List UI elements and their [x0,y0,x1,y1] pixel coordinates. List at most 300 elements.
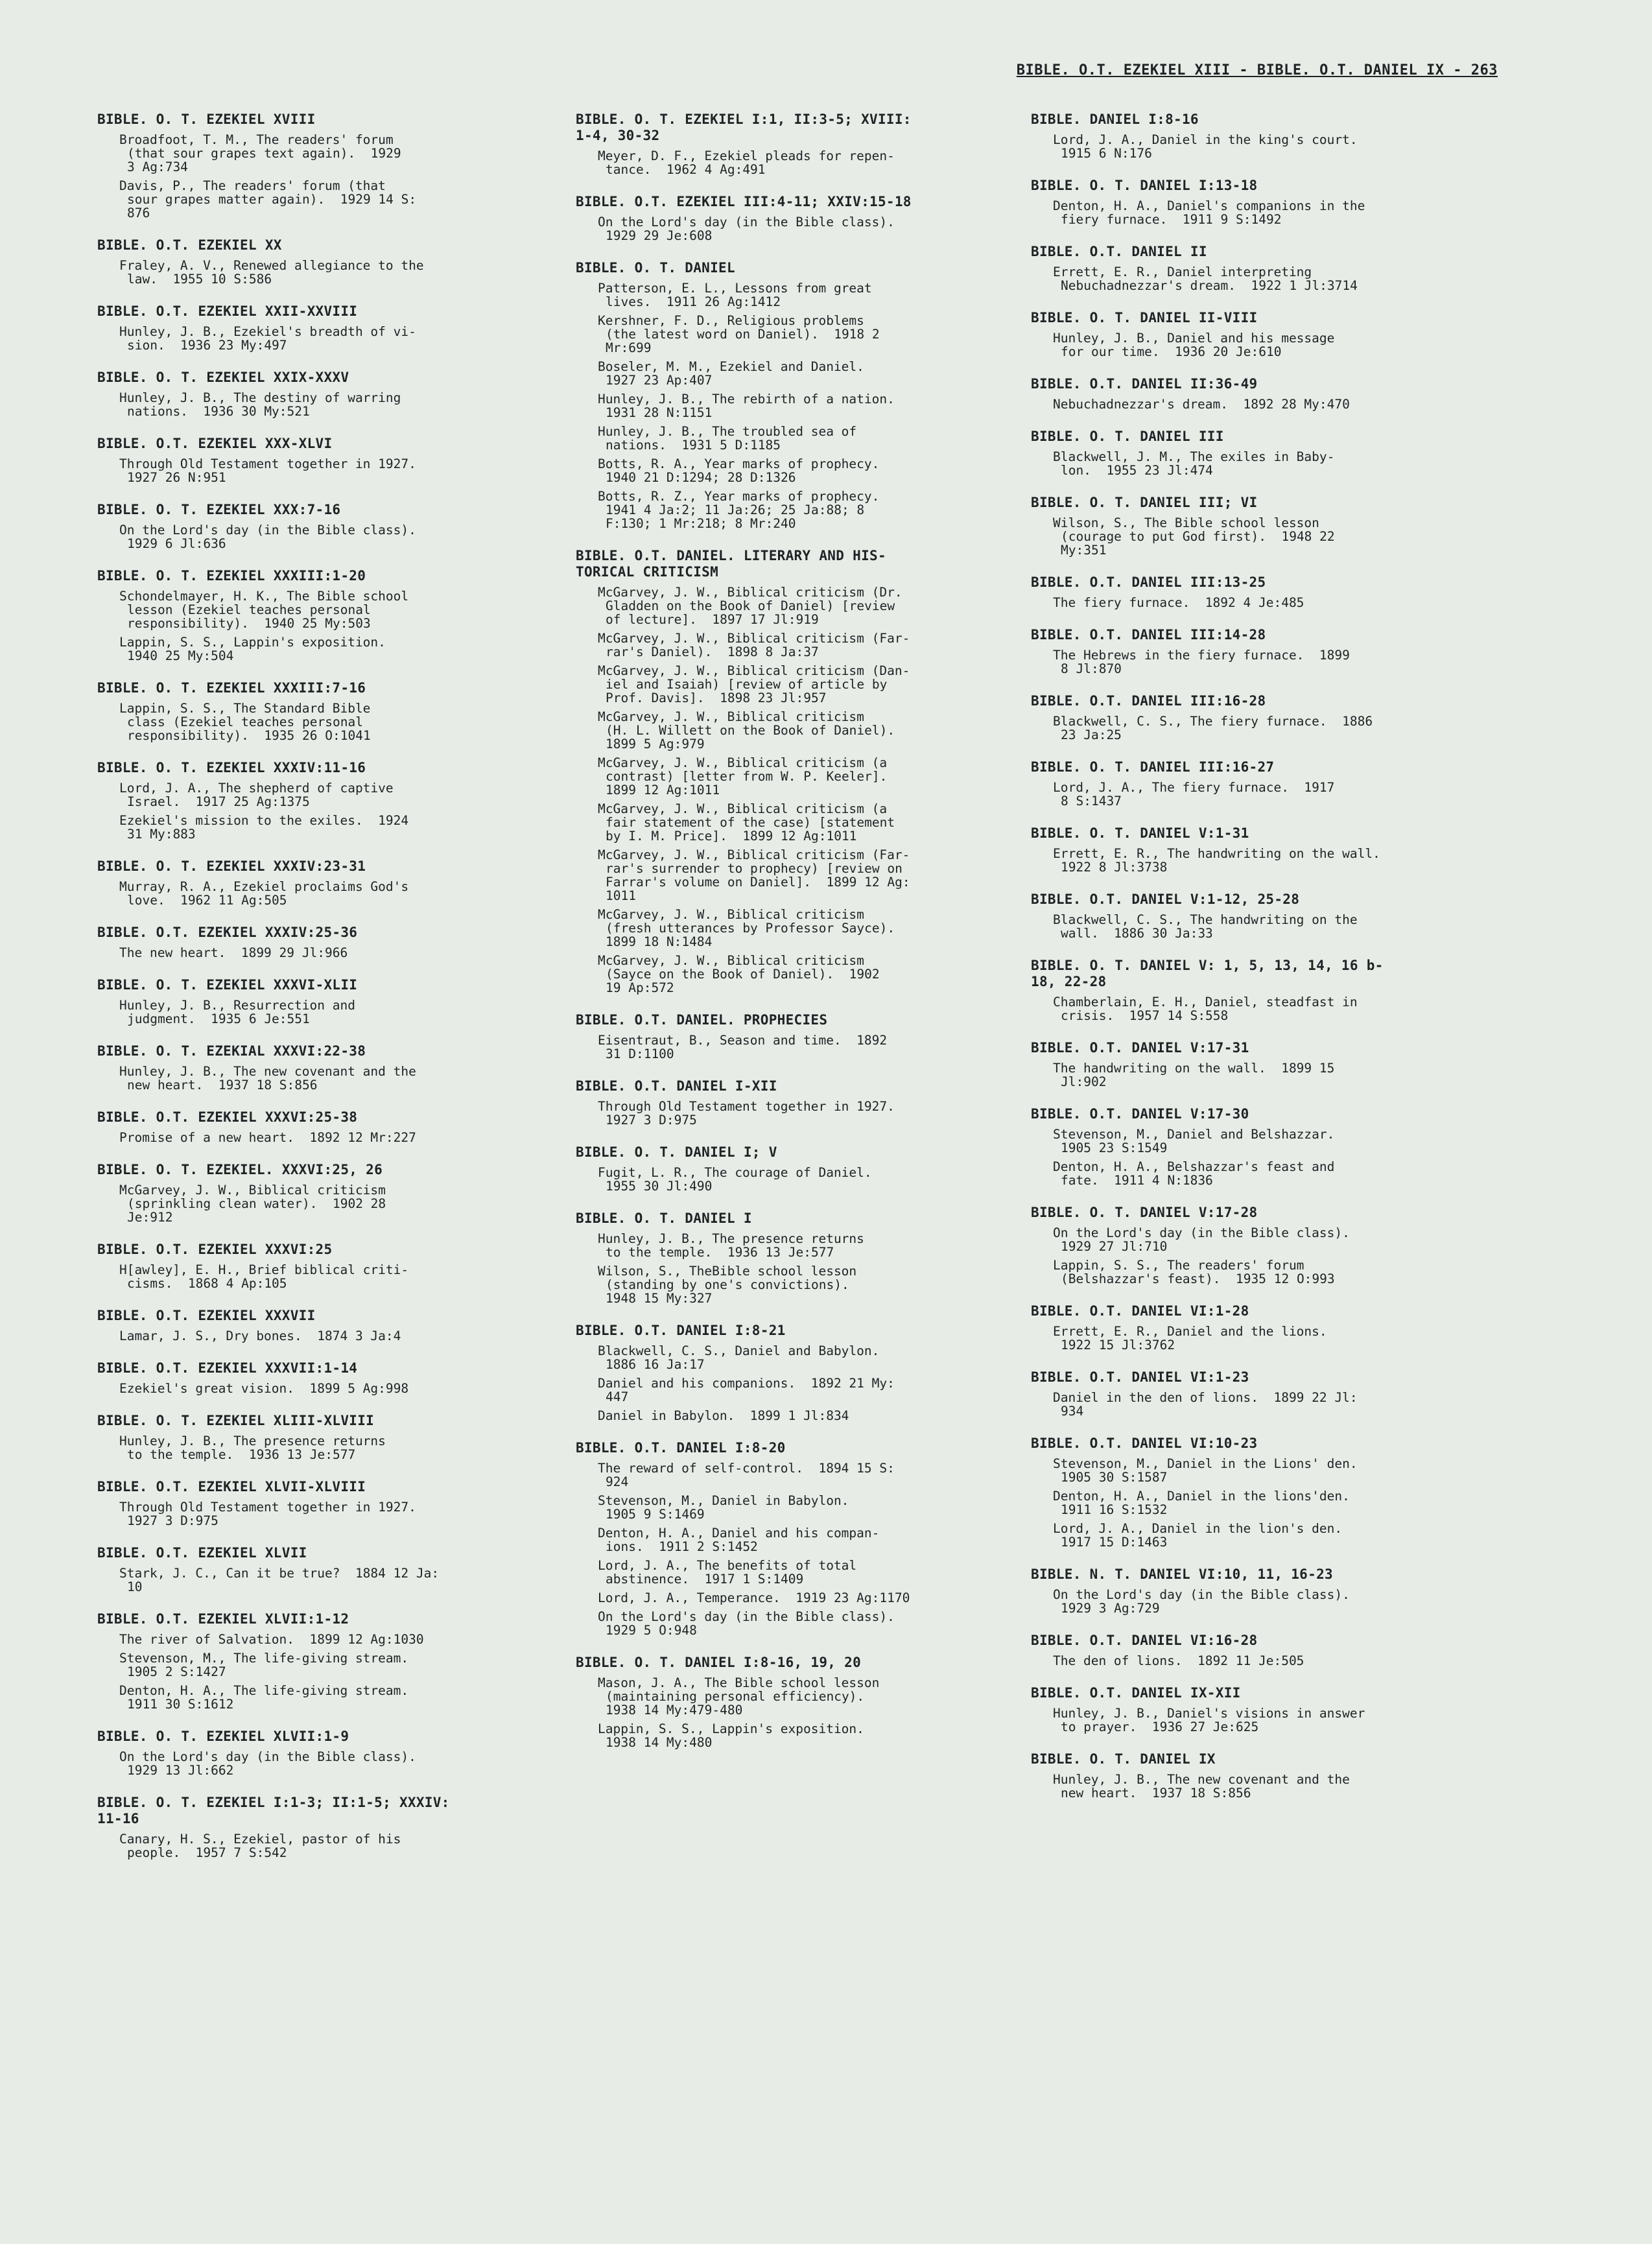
entry-line: fate. 1911 4 N:1836 [1061,1173,1213,1188]
entry-line: 1929 5 O:948 [606,1623,697,1638]
entry-line: 934 [1061,1404,1084,1419]
index-entry [1031,913,1452,940]
entry-line: Lord, J. A., Temperance. 1919 23 Ag:1170 [598,1590,910,1605]
index-heading: BIBLE. O.T. DANIEL. PROPHECIES [576,1012,828,1028]
entry-line: 19 Ap:572 [606,980,674,995]
index-entry [1031,648,1452,676]
entry-line: Canary, H. S., Ezekiel, pastor of his [119,1832,401,1847]
index-heading: BIBLE. O.T. DANIEL VI:10-23 [1031,1435,1258,1451]
index-entry [576,1033,971,1061]
entry-line: 1905 9 S:1469 [606,1507,705,1522]
entry-line: The river of Salvation. 1899 12 Ag:1030 [119,1632,424,1647]
index-entry [1031,1226,1452,1253]
entry-line: Stevenson, M., Daniel and Belshazzar. [1053,1127,1335,1142]
entry-line: rar's Daniel). 1898 8 Ja:37 [606,644,819,659]
entry-line: McGarvey, J. W., Biblical criticism (Far- [598,631,910,646]
entry-line: Lord, J. A., Daniel in the king's court. [1053,132,1358,147]
entry-line: 1938 14 My:480 [606,1735,713,1750]
entry-line: 1927 3 D:975 [606,1113,697,1128]
index-entry [97,1566,519,1594]
entry-line: Schondelmayer, H. K., The Bible school [119,589,409,604]
index-entry [1031,133,1452,160]
index-heading: BIBLE. O. T. DANIEL III:16-27 [1031,759,1275,775]
entry-line: 447 [606,1389,629,1404]
entry-line: Boseler, M. M., Ezekiel and Daniel. [598,359,864,374]
entry-line: new heart. 1937 18 S:856 [1061,1786,1251,1801]
entry-line: Errett, E. R., Daniel interpreting [1053,265,1312,279]
entry-line: Wilson, S., TheBible school lesson [598,1264,857,1279]
entry-line: (standing by one's convictions). [606,1277,849,1292]
running-head: BIBLE. O.T. EZEKIEL XIII - BIBLE. O.T. DANIEL IX - 263 [1016,62,1498,78]
index-heading: BIBLE. O.T. DANIEL III:13-25 [1031,574,1266,590]
index-entry [1031,1325,1452,1352]
index-entry [576,908,971,949]
entry-line: Ezekiel's mission to the exiles. 1924 [119,813,409,828]
entry-line: by I. M. Price]. 1899 12 Ag:1011 [606,829,857,844]
index-entry [97,1633,519,1646]
entry-line: (Belshazzar's feast). 1935 12 O:993 [1061,1271,1335,1286]
index-entry [97,880,519,907]
entry-line: Prof. Davis]. 1898 23 Jl:957 [606,691,827,705]
index-heading: BIBLE. O. T. DANIEL III; VI [1031,495,1258,510]
entry-line: 1927 23 Ap:407 [606,373,713,388]
index-entry [1031,1160,1452,1187]
column-1 [97,112,519,1860]
entry-line: Fraley, A. V., Renewed allegiance to the [119,258,424,273]
entry-line: Stevenson, M., Daniel in the Lions' den. [1053,1456,1358,1471]
index-heading: BIBLE. O.T. DANIEL I:8-21 [576,1323,786,1338]
entry-line: Hunley, J. B., The troubled sea of [598,424,857,439]
entry-line: Lappin, S. S., Lappin's exposition. [119,635,386,650]
entry-line: 1922 15 Jl:3762 [1061,1338,1175,1352]
index-entry [1031,715,1452,742]
entry-line: (Sayce on the Book of Daniel). 1902 [606,967,880,982]
entry-line: lon. 1955 23 Jl:474 [1061,463,1213,478]
entry-line: Hunley, J. B., The new covenant and the [1053,1772,1350,1787]
entry-line: Stevenson, M., Daniel in Babylon. [598,1493,849,1508]
index-entry [576,756,971,797]
index-heading: BIBLE. O. T. DANIEL I:13-18 [1031,178,1258,193]
index-heading: BIBLE. O.T. EZEKIEL XX [97,237,282,253]
entry-line: wall. 1886 30 Ja:33 [1061,926,1213,941]
entry-line: Stark, J. C., Can it be true? 1884 12 Ja: [119,1566,440,1581]
entry-line: The new heart. 1899 29 Jl:966 [119,945,348,960]
entry-line: On the Lord's day (in the Bible class). [119,523,416,537]
entry-line: (H. L. Willett on the Book of Daniel). [606,723,895,738]
index-heading: BIBLE. O. T. EZEKIEL XVIII [97,112,316,127]
entry-line: The Hebrews in the fiery furnace. 1899 [1053,648,1350,663]
index-entry [1031,1489,1452,1517]
entry-line: My:351 [1061,543,1107,558]
index-entry [97,781,519,809]
index-heading: BIBLE. O.T. EZEKIEL XXXVII [97,1308,316,1323]
index-entry [576,585,971,626]
index-heading: BIBLE. O.T. DANIEL IX-XII [1031,1685,1241,1701]
entry-line: Denton, H. A., Daniel in the lions'den. [1053,1489,1350,1504]
index-entry [97,1131,519,1144]
index-entry [576,360,971,387]
index-entry [576,1264,971,1305]
entry-line: 1886 16 Ja:17 [606,1357,705,1372]
index-entry [1031,199,1452,226]
index-entry [576,848,971,903]
index-entry [97,946,519,960]
entry-line: nations. 1931 5 D:1185 [606,438,781,453]
entry-line: 1941 4 Ja:2; 11 Ja:26; 25 Ja:88; 8 [606,502,865,517]
index-entry [97,457,519,484]
entry-line: to the temple. 1936 13 Je:577 [127,1447,356,1462]
index-entry [576,1526,971,1553]
index-heading: BIBLE. O.T. EZEKIEL XXX-XLVI [97,436,333,451]
index-entry [1031,1128,1452,1155]
entry-line: cisms. 1868 4 Ap:105 [127,1276,287,1291]
index-entry [576,1676,971,1717]
entry-line: Daniel in Babylon. 1899 1 Jl:834 [598,1408,849,1423]
index-entry [97,1183,519,1224]
entry-line: Errett, E. R., The handwriting on the wall. [1053,846,1380,861]
entry-line: Hunley, J. B., The presence returns [119,1434,386,1448]
entry-line: Daniel in the den of lions. 1899 22 Jl: [1053,1390,1358,1405]
entry-line: Promise of a new heart. 1892 12 Mr:227 [119,1130,416,1145]
index-heading: BIBLE. O. T. EZEKIEL XXXIV:11-16 [97,760,366,775]
entry-line: Blackwell, C. S., Daniel and Babylon. [598,1343,880,1358]
index-heading: BIBLE. O. T. DANIEL V:17-28 [1031,1205,1258,1220]
index-entry [576,281,971,309]
index-entry [576,1461,971,1489]
entry-line: 1899 12 Ag:1011 [606,783,720,797]
entry-line: 1899 5 Ag:979 [606,737,705,751]
index-entry [576,1722,971,1749]
index-heading: BIBLE. O. T. EZEKIEL I:1, II:3-5; XVIII: 1-4, 30-32 [576,112,912,143]
entry-line: tance. 1962 4 Ag:491 [606,162,766,177]
entry-line: 924 [606,1474,629,1489]
entry-line: Patterson, E. L., Lessons from great [598,281,872,296]
index-heading: BIBLE. O. T. EZEKIEL XXXIII:1-20 [97,568,366,584]
index-heading: BIBLE. O. T. DANIEL IX [1031,1751,1216,1767]
entry-line: The fiery furnace. 1892 4 Je:485 [1053,595,1304,610]
entry-line: Denton, H. A., The life-giving stream. [119,1683,409,1698]
index-entry [576,1559,971,1586]
entry-line: McGarvey, J. W., Biblical criticism (a [598,801,888,816]
entry-line: 8 Jl:870 [1061,661,1122,676]
index-heading: BIBLE. O.T. DANIEL II [1031,244,1207,259]
entry-line: 1911 30 S:1612 [127,1697,234,1712]
entry-line: McGarvey, J. W., Biblical criticism [119,1183,386,1198]
entry-line: Denton, H. A., Daniel and his compan- [598,1526,880,1541]
entry-line: 1917 15 D:1463 [1061,1535,1168,1550]
entry-line: 8 S:1437 [1061,794,1122,809]
entry-line: Mason, J. A., The Bible school lesson [598,1675,880,1690]
index-heading: BIBLE. O.T. EZEKIEL III:4-11; XXIV:15-18 [576,194,912,209]
index-entry [576,149,971,176]
index-heading: BIBLE. O.T. EZEKIEL XLVII-XLVIII [97,1479,366,1494]
entry-line: new heart. 1937 18 S:856 [127,1078,318,1092]
index-entry [97,1651,519,1679]
index-entry [1031,596,1452,609]
index-heading: BIBLE. O. T. EZEKIEL XLIII-XLVIII [97,1413,375,1428]
index-entry [97,325,519,352]
index-entry [97,814,519,841]
index-entry [576,1376,971,1404]
entry-line: love. 1962 11 Ag:505 [127,893,287,908]
entry-line: 1911 16 S:1532 [1061,1502,1168,1517]
index-entry [1031,516,1452,557]
entry-line: The handwriting on the wall. 1899 15 [1053,1061,1335,1076]
index-heading: BIBLE. O.T. DANIEL V:17-30 [1031,1106,1249,1122]
entry-line: law. 1955 10 S:586 [127,272,272,287]
entry-line: sour grapes matter again). 1929 14 S: [127,192,417,207]
entry-line: The reward of self-control. 1894 15 S: [598,1461,895,1476]
entry-line: lesson (Ezekiel teaches personal [127,602,371,617]
entry-line: Denton, H. A., Daniel's companions in the [1053,198,1365,213]
entry-line: McGarvey, J. W., Biblical criticism (a [598,755,888,770]
entry-line: (that sour grapes text again). 1929 [127,146,401,161]
index-heading: BIBLE. O.T. DANIEL. LITERARY AND HIS- TORICAL CRITICISM [576,548,886,580]
entry-line: 1927 26 N:951 [127,470,226,485]
entry-line: Lord, J. A., The benefits of total [598,1558,857,1573]
index-entry [576,425,971,452]
index-entry [1031,847,1452,874]
entry-line: Lappin, S. S., Lappin's exposition. [598,1721,864,1736]
index-entry [576,1591,971,1605]
entry-line: 1905 30 S:1587 [1061,1470,1168,1485]
entry-line: Botts, R. A., Year marks of prophecy. [598,456,880,471]
index-entry [1031,450,1452,477]
index-heading: BIBLE. O.T. EZEKIEL XXXVII:1-14 [97,1360,358,1376]
entry-line: On the Lord's day (in the Bible class). [598,215,895,230]
index-entry [576,1166,971,1193]
entry-line: sion. 1936 23 My:497 [127,338,287,353]
entry-line: Lord, J. A., Daniel in the lion's den. [1053,1521,1343,1536]
entry-line: (courage to put God first). 1948 22 [1061,529,1335,544]
entry-line: Through Old Testament together in 1927. [119,456,416,471]
index-heading: BIBLE. O.T. DANIEL I-XII [576,1078,777,1094]
entry-line: McGarvey, J. W., Biblical criticism (Far- [598,847,910,862]
index-entry [576,632,971,659]
entry-line: Hunley, J. B., Ezekiel's breadth of vi- [119,324,416,339]
entry-line: 1905 2 S:1427 [127,1664,226,1679]
entry-line: Jl:902 [1061,1074,1107,1089]
entry-line: Lappin, S. S., The Standard Bible [119,701,371,716]
index-heading: BIBLE. O.T. DANIEL III:16-28 [1031,693,1266,709]
index-entry [576,1100,971,1127]
index-entry [97,1832,519,1860]
entry-line: (fresh utterances by Professor Sayce). [606,921,895,936]
index-entry [97,523,519,550]
index-entry [1031,265,1452,292]
entry-line: McGarvey, J. W., Biblical criticism (Dr. [598,585,903,600]
index-heading: BIBLE. O.T. EZEKIEL XXXVI:25 [97,1242,333,1257]
index-heading: BIBLE. O. T. EZEKIEL XXXIV:23-31 [97,858,366,874]
entry-line: Meyer, D. F., Ezekiel pleads for repen- [598,148,895,163]
index-heading: BIBLE. O. T. DANIEL II-VIII [1031,310,1258,325]
entry-line: Through Old Testament together in 1927. [598,1099,895,1114]
index-heading: BIBLE. O.T. EZEKIEL XLVII [97,1545,307,1561]
index-entry [576,490,971,530]
index-entry [97,1329,519,1343]
index-heading: BIBLE. O. T. DANIEL I [576,1211,752,1226]
index-entry [97,179,519,220]
entry-line: Hunley, J. B., The presence returns [598,1231,864,1246]
index-entry [97,1382,519,1395]
entry-line: Blackwell, J. M., The exiles in Baby- [1053,449,1335,464]
entry-line: Murray, R. A., Ezekiel proclaims God's [119,879,409,894]
entry-line: lives. 1911 26 Ag:1412 [606,294,781,309]
index-entry [576,314,971,355]
index-entry [1031,781,1452,808]
entry-line: fiery furnace. 1911 9 S:1492 [1061,212,1282,227]
index-entry [576,710,971,751]
entry-line: F:130; 1 Mr:218; 8 Mr:240 [606,516,796,531]
entry-line: 1929 6 Jl:636 [127,536,226,551]
index-heading: BIBLE. O.T. DANIEL III:14-28 [1031,627,1266,643]
entry-line: class (Ezekiel teaches personal [127,715,363,729]
index-entry [1031,1258,1452,1286]
entry-line: (maintaining personal efficiency). [606,1689,865,1704]
entry-line: Hunley, J. B., The new covenant and the [119,1064,416,1079]
entry-line: for our time. 1936 20 Je:610 [1061,344,1282,359]
entry-line: 3 Ag:734 [127,159,188,174]
index-entry [97,589,519,630]
entry-line: 1011 [606,888,636,903]
entry-line: 1929 27 Jl:710 [1061,1239,1168,1254]
entry-line: McGarvey, J. W., Biblical criticism [598,953,864,968]
entry-line: McGarvey, J. W., Biblical criticism (Dan- [598,663,910,678]
index-heading: BIBLE. O.T. DANIEL II:36-49 [1031,376,1258,392]
index-heading: BIBLE. O. T. EZEKIEL XLVII:1-9 [97,1729,349,1744]
index-entry [1031,1391,1452,1418]
entry-line: Lamar, J. S., Dry bones. 1874 3 Ja:4 [119,1329,401,1343]
index-heading: BIBLE. N. T. DANIEL VI:10, 11, 16-23 [1031,1566,1333,1582]
entry-line: 1931 28 N:1151 [606,405,713,420]
entry-line: 1927 3 D:975 [127,1513,218,1528]
entry-line: abstinence. 1917 1 S:1409 [606,1572,804,1587]
entry-line: Errett, E. R., Daniel and the lions. [1053,1324,1327,1339]
entry-line: Hunley, J. B., Resurrection and [119,998,355,1013]
entry-line: The den of lions. 1892 11 Je:505 [1053,1653,1304,1668]
entry-line: 1940 25 My:504 [127,648,234,663]
entry-line: (sprinkling clean water). 1902 28 [127,1196,386,1211]
entry-line: Ezekiel's great vision. 1899 5 Ag:998 [119,1381,409,1396]
index-heading: BIBLE. O. T. EZEKIEL XXXVI-XLII [97,977,358,993]
index-entry [576,1494,971,1521]
index-entry [1031,397,1452,411]
index-heading: BIBLE. O.T. EZEKIEL XLVII:1-12 [97,1611,349,1627]
entry-line: rar's surrender to prophecy) [review on [606,861,903,876]
entry-line: Fugit, L. R., The courage of Daniel. [598,1165,872,1180]
entry-line: 1940 21 D:1294; 28 D:1326 [606,470,796,485]
index-heading: BIBLE. O. T. DANIEL I; V [576,1144,777,1160]
entry-line: Nebuchadnezzar's dream. 1892 28 My:470 [1053,397,1350,412]
index-heading: BIBLE. O. T. EZEKIEL I:1-3; II:1-5; XXXIV: 11-16 [97,1795,450,1826]
index-entry [97,1065,519,1092]
index-heading: BIBLE. O. T. DANIEL [576,260,735,276]
entry-line: judgment. 1935 6 Je:551 [127,1011,310,1026]
entry-line: Through Old Testament together in 1927. [119,1500,416,1515]
entry-line: Farrar's volume on Daniel]. 1899 12 Ag: [606,875,910,890]
entry-line: crisis. 1957 14 S:558 [1061,1008,1229,1023]
index-heading: BIBLE. DANIEL I:8-16 [1031,112,1199,127]
index-entry [1031,995,1452,1022]
index-heading: BIBLE. O. T. EZEKIEL XXIX-XXXV [97,370,349,385]
index-heading: BIBLE. O. T. EZEKIAL XXXVI:22-38 [97,1043,366,1059]
entry-line: ions. 1911 2 S:1452 [606,1539,758,1554]
entry-line: of lecture]. 1897 17 Jl:919 [606,612,819,627]
index-heading: BIBLE. O.T. DANIEL VI:1-23 [1031,1369,1249,1385]
index-entry [97,1500,519,1528]
entry-line: fair statement of the case) [statement [606,815,895,830]
entry-line: H[awley], E. H., Brief biblical criti- [119,1262,409,1277]
index-entry [97,1750,519,1777]
index-entry [97,1434,519,1461]
index-entry [576,1232,971,1259]
index-entry [576,215,971,242]
index-entry [576,954,971,995]
index-entry [576,664,971,705]
entry-line: contrast) [letter from W. P. Keeler]. [606,769,888,784]
index-entry [576,1409,971,1423]
entry-line: McGarvey, J. W., Biblical criticism [598,907,864,922]
index-entry [1031,1457,1452,1484]
index-entry [1031,1773,1452,1800]
entry-line: 31 D:1100 [606,1046,674,1061]
index-heading: BIBLE. O.T. EZEKIEL XXII-XXVIII [97,303,358,319]
entry-line: 876 [127,206,150,220]
index-entry [97,1684,519,1711]
index-entry [97,1263,519,1290]
entry-line: On the Lord's day (in the Bible class). [1053,1587,1350,1602]
index-heading: BIBLE. O.T. DANIEL VI:1-28 [1031,1303,1249,1319]
entry-line: Nebuchadnezzar's dream. 1922 1 Jl:3714 [1061,278,1358,293]
index-heading: BIBLE. O. T. DANIEL V: 1, 5, 13, 14, 16 b- 18, 22-28 [1031,958,1384,989]
entry-line: responsibility). 1940 25 My:503 [127,616,371,631]
entry-line: 1948 15 My:327 [606,1291,713,1306]
entry-line: 1929 29 Je:608 [606,228,713,243]
index-entry [576,1344,971,1371]
entry-line: Hunley, J. B., The rebirth of a nation. [598,392,895,407]
index-entry [576,392,971,419]
entry-line: Gladden on the Book of Daniel) [review [606,598,895,613]
entry-line: 1922 8 Jl:3738 [1061,860,1168,875]
entry-line: to prayer. 1936 27 Je:625 [1061,1719,1259,1734]
index-entry [576,802,971,843]
entry-line: Chamberlain, E. H., Daniel, steadfast in [1053,995,1358,1010]
entry-line: Lord, J. A., The fiery furnace. 1917 [1053,780,1335,795]
entry-line: Hunley, J. B., Daniel and his message [1053,331,1335,346]
entry-line: 1955 30 Jl:490 [606,1179,713,1194]
index-heading: BIBLE. O.T. DANIEL V:17-31 [1031,1040,1249,1056]
entry-line: Broadfoot, T. M., The readers' forum [119,132,394,147]
index-entry [97,998,519,1026]
entry-line: (the latest word on Daniel). 1918 2 [606,327,880,342]
entry-line: 1915 6 N:176 [1061,146,1152,161]
index-entry [97,702,519,742]
entry-line: McGarvey, J. W., Biblical criticism [598,709,864,724]
entry-line: Hunley, J. B., Daniel's visions in answer [1053,1706,1365,1721]
index-entry [97,635,519,663]
index-entry [1031,331,1452,359]
entry-line: On the Lord's day (in the Bible class). [598,1609,895,1624]
index-entry [1031,1522,1452,1549]
entry-line: 1899 18 N:1484 [606,934,713,949]
index-heading: BIBLE. O.T. EZEKIEL XXXVI:25-38 [97,1109,358,1125]
entry-line: Lappin, S. S., The readers' forum [1053,1258,1304,1273]
entry-line: 10 [127,1579,143,1594]
entry-line: 1905 23 S:1549 [1061,1140,1168,1155]
index-entry [576,457,971,484]
entry-line: Je:912 [127,1210,173,1225]
index-heading: BIBLE. O. T. EZEKIEL XXXIII:7-16 [97,680,366,696]
